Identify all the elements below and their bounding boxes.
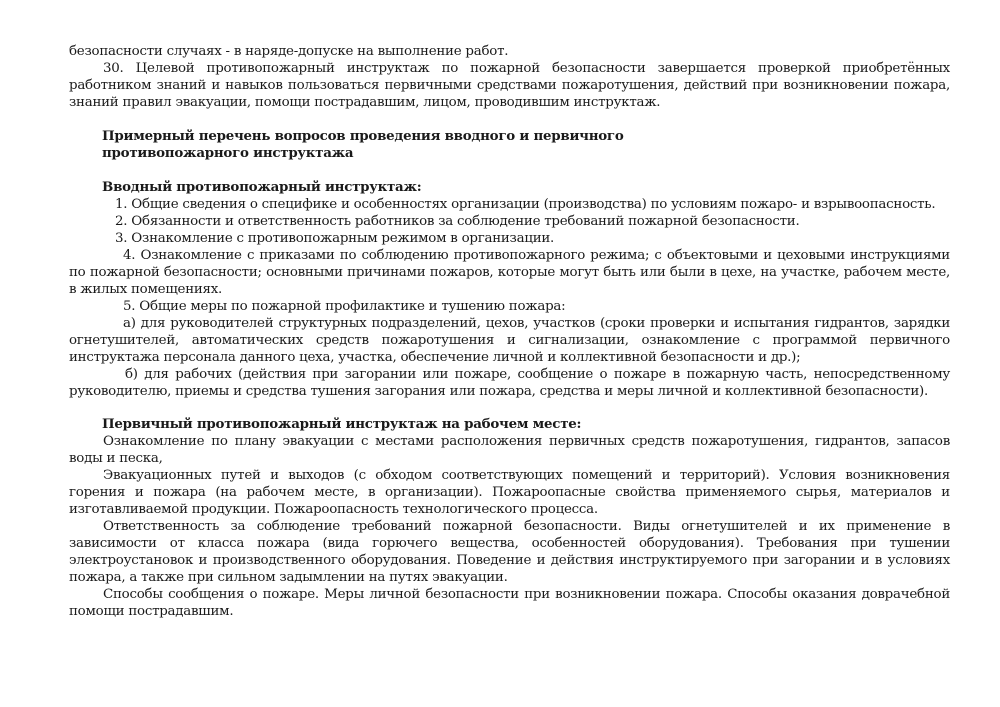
introductory-item-3: 3. Ознакомление с противопожарным режимом в организации. (115, 231, 555, 246)
primary-heading: Первичный противопожарный инструктаж на рабочем месте: (102, 416, 582, 432)
list-heading-line-2: противопожарного инструктажа (102, 145, 354, 161)
primary-paragraph-3: Ответственность за соблюдение требований пожарной безопасности. Виды огнетушителей и их применение в зависимости от класса пожара (вида горючего вещества, особенностей оборудования). Требования при тушении электроустановок и производственного оборудования. Поведение и действия инструктируемого при загорании и в условиях пожара, а также при сильном задымлении на путях эвакуации. (69, 519, 950, 585)
introductory-heading: Вводный противопожарный инструктаж: (102, 179, 422, 195)
intro-continuation: безопасности случаях - в наряде-допуске на выполнение работ. (69, 44, 509, 59)
introductory-subitem-b: б) для рабочих (действия при загорании или пожаре, сообщение о пожаре в пожарную часть, непосредственному руководителю, приемы и средства тушения загорания или пожара, средства и меры личной и коллективной безопасности). (69, 367, 950, 399)
primary-paragraph-4: Способы сообщения о пожаре. Меры личной безопасности при возникновении пожара. Способы оказания доврачебной помощи пострадавшим. (69, 587, 950, 619)
introductory-subitem-a: а) для руководителей структурных подразделений, цехов, участков (сроки проверки и испытания гидрантов, зарядки огнетушителей, автоматических средств пожаротушения и сигнализации, ознакомление с программой первичного инструктажа персонала данного цеха, участка, обеспечение личной и коллективной безопасности и др.); (69, 316, 950, 365)
introductory-item-5: 5. Общие меры по пожарной профилактике и тушению пожара: (123, 299, 566, 314)
introductory-item-1: 1. Общие сведения о специфике и особенностях организации (производства) по условиям пожаро- и взрывоопасность. (115, 197, 936, 212)
list-heading-line-1: Примерный перечень вопросов проведения вводного и первичного (102, 128, 624, 144)
primary-paragraph-2: Эвакуационных путей и выходов (с обходом соответствующих помещений и территорий). Условия возникновения горения и пожара (на рабочем месте, в организации). Пожароопасные свойства применяемого сырья, материалов и изготавливаемой продукции. Пожароопасность технологического процесса. (69, 468, 950, 517)
document-page (69, 43, 950, 620)
introductory-item-4: 4. Ознакомление с приказами по соблюдению противопожарного режима; с объектовыми и цеховыми инструкциями по пожарной безопасности; основными причинами пожаров, которые могут быть или были в цехе, на участке, рабочем месте, в жилых помещениях. (69, 248, 950, 297)
introductory-item-2: 2. Обязанности и ответственность работников за соблюдение требований пожарной безопасности. (115, 214, 800, 229)
primary-paragraph-1: Ознакомление по плану эвакуации с местами расположения первичных средств пожаротушения, гидрантов, запасов воды и песка, (69, 434, 950, 466)
item-30: 30. Целевой противопожарный инструктаж по пожарной безопасности завершается проверкой приобретённых работником знаний и навыков пользоваться первичными средствами пожаротушения, действий при возникновении пожара, знаний правил эвакуации, помощи пострадавшим, лицом, проводившим инструктаж. (69, 61, 950, 110)
